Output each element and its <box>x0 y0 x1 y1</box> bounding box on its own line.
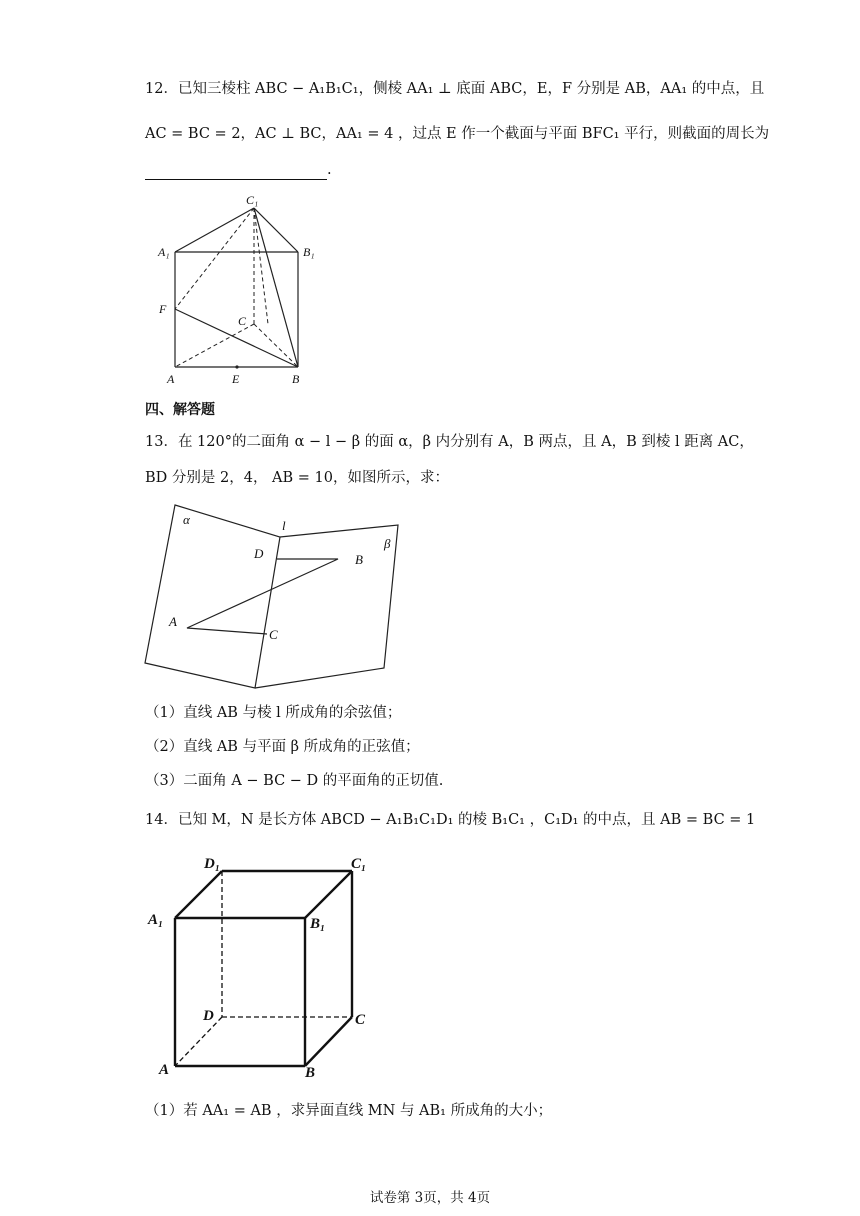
label-B: B <box>355 552 363 567</box>
q12-line-1: 12．已知三棱柱 ABC − A₁B₁C₁，侧棱 AA₁ ⊥ 底面 ABC，E，F 分别是 AB，AA₁ 的中点，且 <box>145 81 765 97</box>
label-C1: C₁ <box>246 193 259 207</box>
label-D: D <box>254 546 264 561</box>
label-A: A <box>167 372 175 386</box>
label-D1: D₁ <box>204 856 221 872</box>
q13-line-1: 13．在 120°的二面角 α − l − β 的面 α，β 内分别有 A，B 两点，且 A，B 到棱 l 距离 AC， <box>145 434 754 450</box>
label-C1: C₁ <box>351 856 367 872</box>
page-footer: 试卷第 3页，共 4页 <box>369 1190 491 1206</box>
label-A: A <box>169 614 177 629</box>
q13-line-2: BD 分别是 2，4， AB = 10，如图所示，求： <box>145 470 450 486</box>
q14-cuboid-figure <box>145 848 385 1088</box>
label-A1: A₁ <box>158 245 170 259</box>
label-l: l <box>282 518 286 533</box>
q14-line-1: 14．已知 M，N 是长方体 ABCD − A₁B₁C₁D₁ 的棱 B₁C₁ ，C₁D₁ 的中点，且 AB = BC = 1 <box>145 812 756 828</box>
label-B1: B₁ <box>303 245 315 259</box>
q13-dihedral-figure <box>140 500 420 695</box>
label-C: C <box>269 627 278 642</box>
label-C: C <box>355 1012 366 1028</box>
section-title: 四、解答题 <box>145 402 215 418</box>
label-F: F <box>159 302 167 316</box>
q14-sub-1: （1）若 AA₁ = AB ，求异面直线 MN 与 AB₁ 所成角的大小； <box>145 1103 553 1119</box>
q12-line-2: AC = BC = 2，AC ⊥ BC，AA₁ = 4 ，过点 E 作一个截面与平面 BFC₁ 平行，则截面的周长为 <box>145 126 770 142</box>
label-D: D <box>203 1008 214 1024</box>
label-B1: B₁ <box>310 916 326 932</box>
label-alpha: α <box>183 512 190 527</box>
q13-sub-2: （2）直线 AB 与平面 β 所成角的正弦值； <box>145 739 420 755</box>
q12-answer-line <box>145 160 332 180</box>
q13-sub-3: （3）二面角 A − BC − D 的平面角的正切值. <box>145 773 444 789</box>
label-A1: A₁ <box>148 912 164 928</box>
label-A: A <box>159 1062 170 1078</box>
label-C: C <box>238 314 247 328</box>
q12-period: . <box>327 162 332 178</box>
label-beta: β <box>384 536 391 551</box>
label-B: B <box>305 1065 316 1081</box>
answer-blank <box>145 165 327 180</box>
q12-prism-figure <box>150 190 320 390</box>
label-E: E <box>232 372 240 386</box>
q13-sub-1: （1）直线 AB 与棱 l 所成角的余弦值； <box>145 705 402 721</box>
label-B: B <box>292 372 300 386</box>
